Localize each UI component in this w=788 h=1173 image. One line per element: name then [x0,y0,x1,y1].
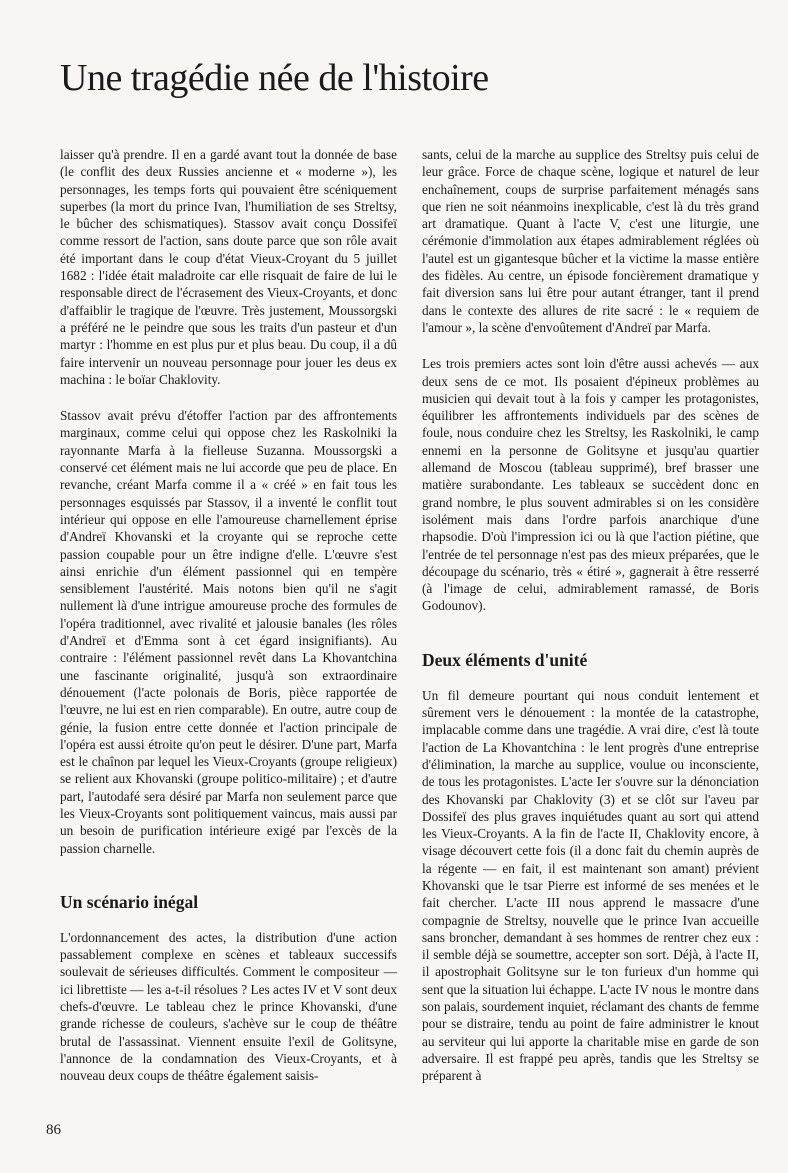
body-paragraph: L'ordonnancement des actes, la distribution d'une action passablement complexe en scènes et tableaux successifs soulevait de sérieuses difficultés. Comment le compositeur — ici librettiste — les a-t-il résolues ? Les actes IV et V sont deux chefs-d'œuvre. Le tableau chez le prince Khovanski, d'une grande richesse de couleurs, s'achève sur le coup de théâtre brutal de l'assassinat. Viennent ensuite l'exil de Golitsyne, l'annonce de la condamnation des Vieux-Croyants, et à nouveau deux coups de théâtre également saisis- [60,929,397,1084]
body-paragraph: sants, celui de la marche au supplice des Streltsy puis celui de leur grâce. Force de chaque scène, logique et naturel de leur enchaînement, coups de surprise parfaitement ménagés sans que rien ne soit néanmoins inexplicable, c'est là du très grand art dramatique. Quant à l'acte V, c'est une liturgie, une cérémonie d'immolation aux étapes admirablement réglées où l'autel est un gigantesque bûcher et la victime la masse entière des fidèles. Au centre, un épisode foncièrement dramatique y fait diversion sans lui être pour autant étranger, tant il prend dans le contexte des allures de rite sacré : le « requiem de l'amour », la scène d'envoûtement d'Andreï par Marfa. [422,147,759,335]
left-column [60,146,397,1085]
body-paragraph: Les trois premiers actes sont loin d'être aussi achevés — aux deux sens de ce mot. Ils posaient d'épineux problèmes au musicien qui devait tout à la fois y camper les protagonistes, équilibrer les affrontements individuels par des scènes de foule, nous conduire chez les Streltsy, les Raskolniki, le camp ennemi en la personne de Golitsyne et jusqu'au quartier allemand de Moscou (tableau supprimé), bref brasser une matière surabondante. Les tableaux se succèdent donc en grand nombre, le plus souvent admirables si on les considère isolément mais dans l'ordre parfois anarchique d'une rhapsodie. D'où l'impression ici ou là que l'action piétine, que l'entrée de tel personnage n'est pas des mieux préparées, que le découpage du scénario, très « étiré », gagnerait à être resserré (à l'image de celui, admirablement ramassé, de Boris Godounov). [422,356,759,614]
body-paragraph: Un fil demeure pourtant qui nous conduit lentement et sûrement vers le dénouement : la montée de la catastrophe, implacable comme dans une tragédie. A vrai dire, c'est là toute l'action de La Khovantchina : le lent progrès d'une entreprise d'élimination, la marche au supplice, voulue ou inconsciente, de tous les protagonistes. L'acte Ier s'ouvre sur la dénonciation des Khovanski par Chaklovity (3) et se clôt sur l'aveu par Dossifeï des plus graves inquiétudes quant au sort qui attend les Vieux-Croyants. A la fin de l'acte II, Chaklovity encore, à visage découvert cette fois (il a donc fait du chemin auprès de la régente — en fait, il est maintenant son amant) prévient Khovanski que le tsar Pierre est informé de ses menées et le fait chercher. L'acte III nous apprend le massacre d'une compagnie de Streltsy, nouvelle que le prince Ivan accueille sans broncher, demandant à ses hommes de rentrer chez eux : il semble déjà se soumettre, accepter son sort. Déjà, à l'acte II, il apostrophait Golitsyne sur le ton furieux d'un homme qui sent que la situation lui échappe. L'acte IV nous le montre dans son palais, sourdement inquiet, réclamant des chants de femme pour se distraire, tendu au point de faire administrer le knout au serviteur qui lui apporte la charitable mise en garde de son adversaire. Il est frappé peu après, tandis que les Streltsy se préparent à [422,687,759,1084]
right-column [422,146,759,1085]
body-paragraph: Stassov avait prévu d'étoffer l'action par des affrontements marginaux, comme celui qui oppose chez les Raskolniki la rayonnante Marfa à la fielleuse Suzanna. Moussorgski a conservé cet élément mais ne lui accorde que peu de place. En revanche, créant Marfa comme il a « créé » en fait tous les personnages esquissés par Stassov, il a inventé le conflit tout intérieur qui oppose en elle l'amoureuse charnellement éprise d'Andreï Khovanski et la croyante qui se reproche cette passion coupable pour un être indigne d'elle. L'œuvre s'est ainsi enrichie d'un élément passionnel qui en tempère sensiblement l'austérité. Mais notons bien qu'il ne s'agit nullement là d'une intrigue amoureuse proche des formules de l'opéra traditionnel, avec rivalité et jalousie banales (les rôles d'Andreï et d'Emma sont à cet égard insignifiants). Au contraire : l'élément passionnel revêt dans La Khovantchina une fascinante originalité, jusqu'à son extraordinaire dénouement (l'acte polonais de Boris, pièce rapportée de l'œuvre, ne lui est en rien comparable). En outre, autre coup de génie, la fusion entre cette donnée et l'action principale de l'opéra est aussi étroite qu'on peut le désirer. D'une part, Marfa est le chaînon par lequel les Vieux-Croyants (groupe religieux) se relient aux Khovanski (groupe politico-militaire) ; et d'autre part, l'autodafé sera désiré par Marfa non seulement parce que les Vieux-Croyants sont politiquement vaincus, mais aussi par un besoin de purification intérieure exigé par l'excès de la passion charnelle. [60,408,397,856]
section-heading: Un scénario inégal [60,891,199,912]
page-number: 86 [46,1122,61,1138]
section-heading: Deux éléments d'unité [422,649,588,670]
page-title: Une tragédie née de l'histoire [60,57,489,99]
body-paragraph: laisser qu'à prendre. Il en a gardé avant tout la donnée de base (le conflit des deux Russies ancienne et « moderne »), les personnages, les temps forts qui pouvaient être scéniquement superbes (la mort du prince Ivan, l'humiliation de ses Streltsy, le bûcher des schismatiques). Stassov avait conçu Dossifeï comme ressort de l'action, sans doute parce que son rôle avait été important dans le coup d'état Vieux-Croyant du 5 juillet 1682 : l'idée était maladroite car elle risquait de faire de lui le responsable direct de l'écrasement des Vieux-Croyants, et donc d'affaiblir le tragique de l'œuvre. Très justement, Moussorgski a préféré ne le peindre que sous les traits d'un pasteur et d'un martyr : l'homme en est plus pur et plus beau. Du coup, il a dû faire intervenir un nouveau personnage pour jouer les deus ex machina : le boïar Chaklovity. [60,147,397,387]
